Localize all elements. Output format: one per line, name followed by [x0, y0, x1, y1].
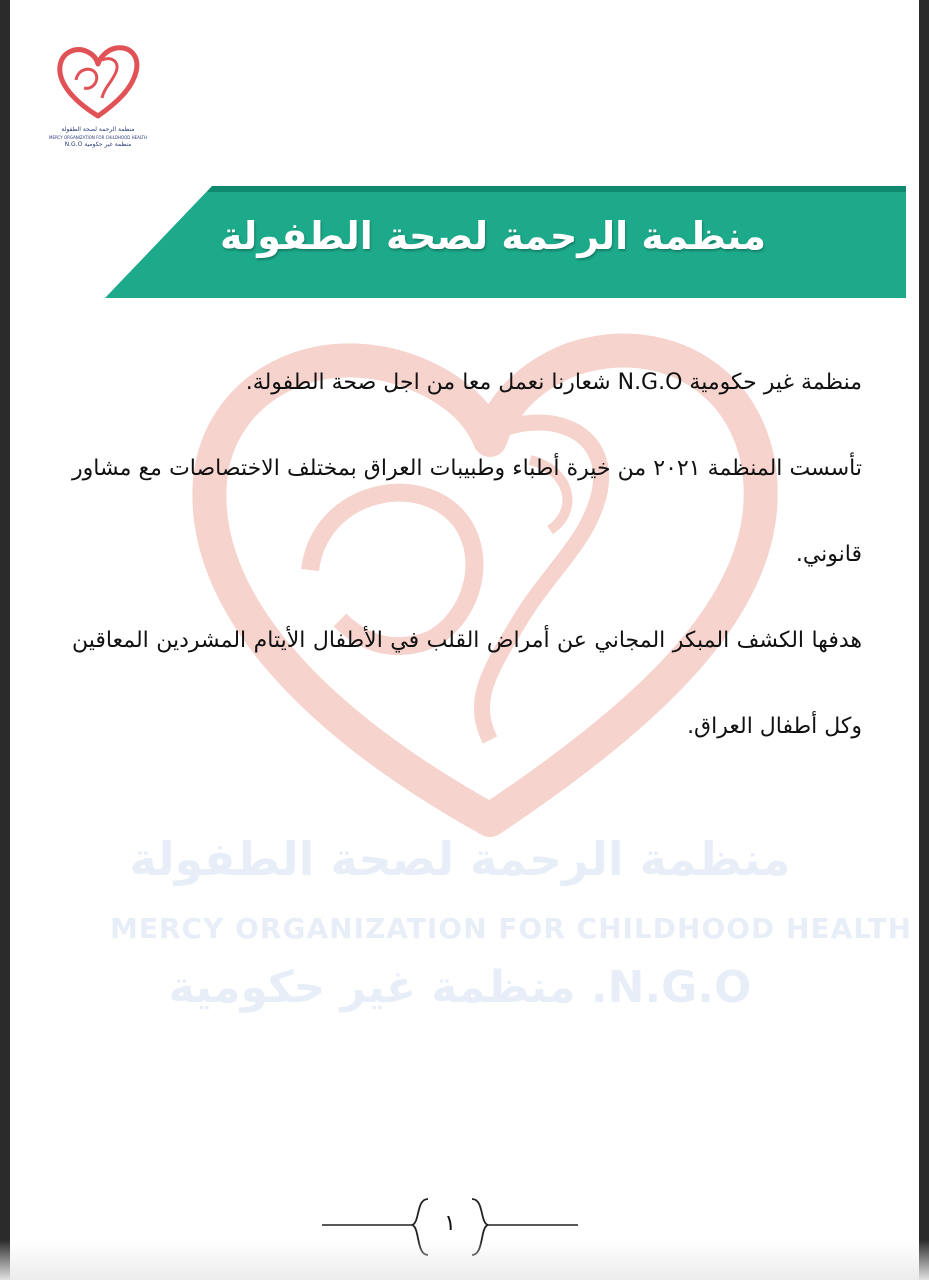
watermark-ngo-text: N.G.O. منظمة غير حكومية: [168, 962, 752, 1013]
body-text: [72, 340, 862, 770]
title-banner: [105, 186, 906, 298]
page-number: ١: [444, 1211, 456, 1236]
watermark-english-text: MERCY ORGANIZATION FOR CHILDHOOD HEALTH: [110, 912, 913, 945]
paragraph-slogan: منظمة غير حكومية N.G.O شعارنا نعمل معا من اجل صحة الطفولة.: [245, 370, 862, 395]
heart-mother-child-icon: [54, 42, 142, 122]
document-page: [10, 0, 919, 1280]
page-title: منظمة الرحمة لصحة الطفولة: [219, 214, 766, 258]
logo-arabic-name: منظمة الرحمة لصحة الطفولة: [61, 126, 135, 133]
logo-english-name: MERCY ORGANIZATION FOR CHILDHOOD HEALTH: [49, 135, 147, 140]
logo-ngo-line: منظمة غير حكومية N.G.O: [64, 141, 132, 148]
watermark-arabic-text: منظمة الرحمة لصحة الطفولة: [129, 832, 791, 886]
bottom-fade: [0, 1240, 929, 1280]
paragraph-goal: هدفها الكشف المبكر المجاني عن أمراض القلب في الأطفال الأيتام المشردين المعاقين وكل أطفال العراق.: [72, 628, 862, 739]
organization-logo: [46, 42, 150, 154]
paragraph-founding: تأسست المنظمة ٢٠٢١ من خيرة أطباء وطبيبات العراق بمختلف الاختصاصات مع مشاور قانوني.: [72, 456, 862, 567]
